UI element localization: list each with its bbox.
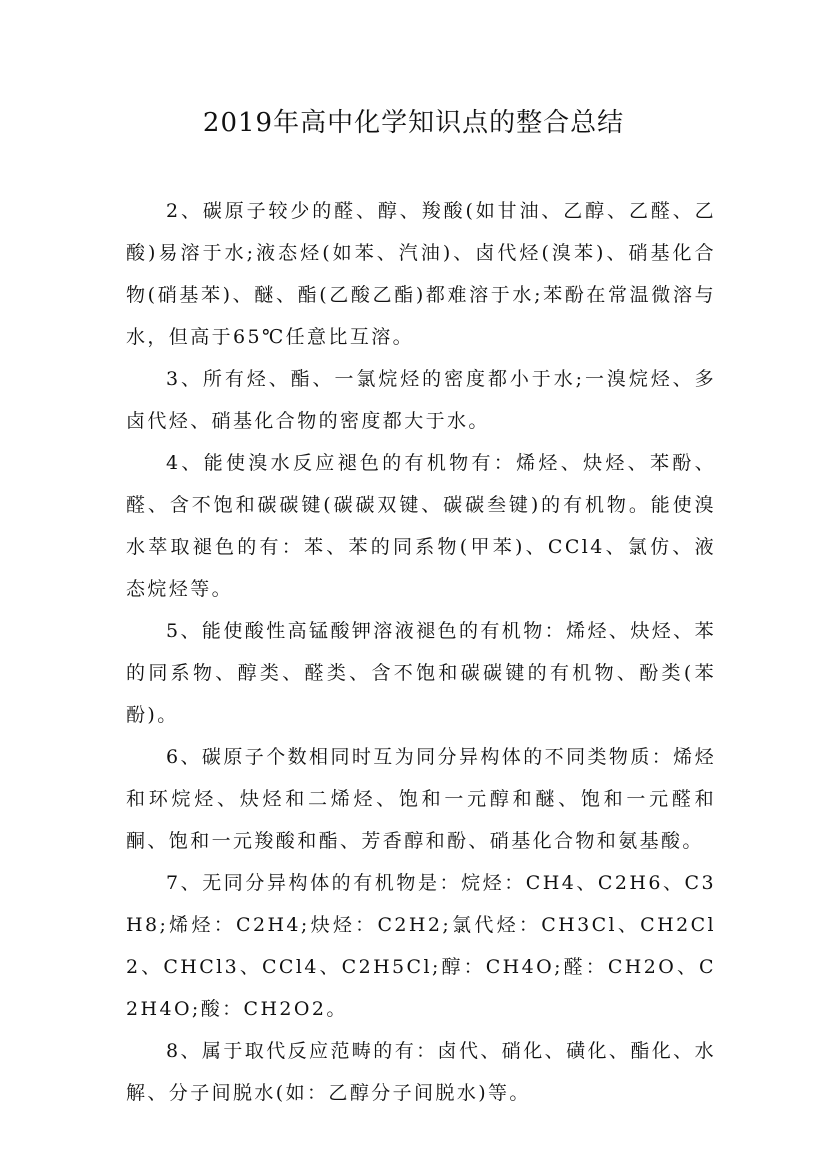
paragraph-item-8: 8、属于取代反应范畴的有：卤代、硝化、磺化、酯化、水解、分子间脱水(如：乙醇分子间脱水)等。 (126, 1040, 716, 1104)
paragraph-item-6: 6、碳原子个数相同时互为同分异构体的不同类物质：烯烃和环烷烃、炔烃和二烯烃、饱和一元醇和醚、饱和一元醛和酮、饱和一元羧酸和酯、芳香醇和酚、硝基化合物和氨基酸。 (126, 746, 716, 852)
paragraph-item-2: 2、碳原子较少的醛、醇、羧酸(如甘油、乙醇、乙醛、乙酸)易溶于水;液态烃(如苯、汽油)、卤代烃(溴苯)、硝基化合物(硝基苯)、醚、酯(乙酸乙酯)都难溶于水;苯酚在常温微溶与水，但高于65℃任意比互溶。 (126, 200, 716, 348)
paragraph-item-3: 3、所有烃、酯、一氯烷烃的密度都小于水;一溴烷烃、多卤代烃、硝基化合物的密度都大于水。 (126, 368, 716, 432)
paragraph-item-7: 7、无同分异构体的有机物是：烷烃：CH4、C2H6、C3H8;烯烃：C2H4;炔烃：C2H2;氯代烃：CH3Cl、CH2Cl2、CHCl3、CCl4、C2H5Cl;醇：CH4O;醛：CH2O、C2H4O;酸：CH2O2。 (126, 872, 716, 1020)
paragraph-item-5: 5、能使酸性高锰酸钾溶液褪色的有机物：烯烃、炔烃、苯的同系物、醇类、醛类、含不饱和碳碳键的有机物、酚类(苯酚)。 (126, 620, 716, 726)
document-body (126, 190, 716, 1114)
document-title: 2019年高中化学知识点的整合总结 (202, 108, 625, 138)
paragraph-item-4: 4、能使溴水反应褪色的有机物有：烯烃、炔烃、苯酚、醛、含不饱和碳碳键(碳碳双键、碳碳叁键)的有机物。能使溴水萃取褪色的有：苯、苯的同系物(甲苯)、CCl4、氯仿、液态烷烃等。 (126, 452, 716, 600)
